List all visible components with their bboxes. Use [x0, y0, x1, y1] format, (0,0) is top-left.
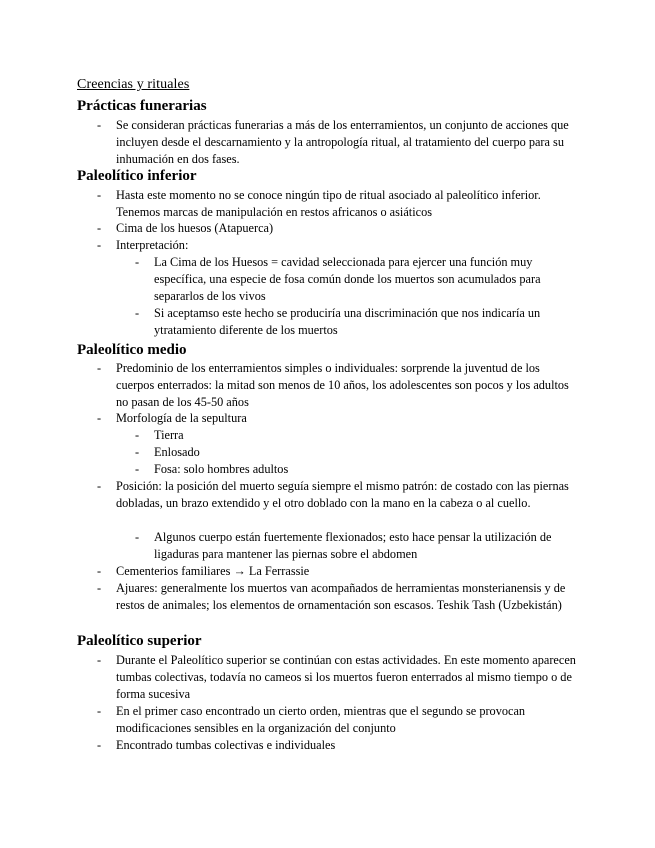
heading-practicas-funerarias: Prácticas funerarias: [77, 98, 207, 114]
bullet-dash: -: [97, 479, 102, 493]
list-item: Cima de los huesos (Atapuerca): [116, 221, 274, 235]
bullet-dash: -: [97, 361, 102, 375]
bullet-dash: -: [97, 188, 102, 202]
list-item: Ajuares: generalmente los muertos van acompañados de herramientas monsterianensis y de restos de animales; los elementos de ornamentación son escasos. Teshik Tash (Uzbekistán): [116, 581, 566, 612]
sub-list-item: Fosa: solo hombres adultos: [154, 462, 289, 476]
bullet-dash: -: [97, 738, 102, 752]
bullet-dash: -: [97, 581, 102, 595]
heading-paleolitico-inferior: Paleolítico inferior: [77, 168, 197, 184]
bullet-dash: -: [135, 428, 140, 442]
bullet-dash: -: [97, 564, 102, 578]
sub-list-item: Si aceptamso este hecho se produciría una discriminación que nos indicaría un ytratamiento diferente de los muertos: [154, 306, 541, 337]
list-item: Se consideran prácticas funerarias a más de los enterramientos, un conjunto de acciones que incluyen desde el descarnamiento y la antropología ritual, al tratamiento del cuerpo para su inhumación en dos fases.: [116, 118, 569, 166]
sub-list-item: Tierra: [154, 428, 184, 442]
list-item: Morfología de la sepultura: [116, 411, 247, 425]
bullet-dash: -: [135, 255, 140, 269]
list-item: Cementerios familiares → La Ferrassie: [116, 564, 310, 578]
bullet-dash: -: [97, 118, 102, 132]
list-item: Encontrado tumbas colectivas e individuales: [116, 738, 336, 752]
sub-list-item: Enlosado: [154, 445, 200, 459]
list-item: Posición: la posición del muerto seguía siempre el mismo patrón: de costado con las piernas dobladas, un brazo extendido y el otro doblado con la mano en la cabeza o al cuello.: [116, 479, 569, 510]
bullet-dash: -: [97, 411, 102, 425]
bullet-dash: -: [97, 238, 102, 252]
heading-paleolitico-superior: Paleolítico superior: [77, 633, 202, 649]
sub-list-item: Algunos cuerpo están fuertemente flexionados; esto hace pensar la utilización de ligaduras para mantener las piernas sobre el abdomen: [154, 530, 552, 561]
bullet-dash: -: [135, 462, 140, 476]
list-item: Durante el Paleolítico superior se continúan con estas actividades. En este momento aparecen tumbas colectivas, todavía no cameos si los muertos fueron enterrados al mismo tiempo o de forma sucesiva: [116, 653, 576, 701]
bullet-dash: -: [135, 306, 140, 320]
bullet-dash: -: [97, 653, 102, 667]
sub-list-item: La Cima de los Huesos = cavidad seleccionada para ejercer una función muy específica, una especie de fosa común donde los muertos son acumulados para separarlos de los vivos: [154, 255, 541, 303]
list-item: En el primer caso encontrado un cierto orden, mientras que el segundo se provocan modificaciones sensibles en la organización del conjunto: [116, 704, 526, 735]
bullet-dash: -: [135, 445, 140, 459]
document-title: Creencias y rituales: [77, 77, 190, 92]
bullet-dash: -: [97, 221, 102, 235]
bullet-dash: -: [97, 704, 102, 718]
list-item: Interpretación:: [116, 238, 189, 252]
bullet-dash: -: [135, 530, 140, 544]
list-item: Predominio de los enterramientos simples o individuales: sorprende la juventud de los cuerpos enterrados: la mitad son menos de 10 años, los adolescentes son pocos y los adultos no pasan de los 45-50 años: [116, 361, 569, 409]
list-item: Hasta este momento no se conoce ningún tipo de ritual asociado al paleolítico inferior. Tenemos marcas de manipulación en restos africanos o asiáticos: [116, 188, 541, 219]
heading-paleolitico-medio: Paleolítico medio: [77, 342, 187, 358]
